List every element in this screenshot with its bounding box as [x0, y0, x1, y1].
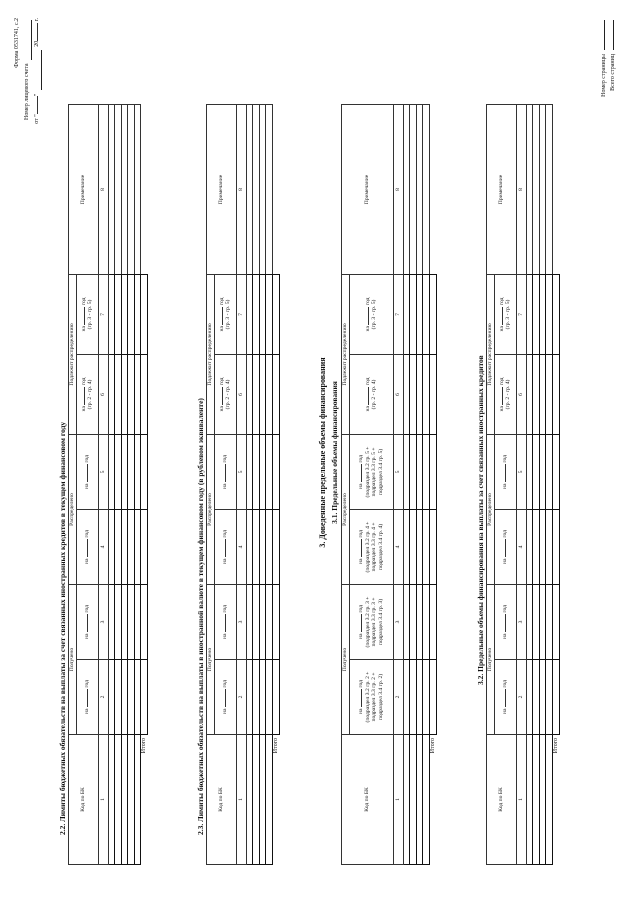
th-col7: на год (гр. 3 - гр. 5) — [76, 274, 98, 354]
th-podlezh: Подлежит распределению — [487, 274, 495, 434]
form-code: Форма 0531741, с.2 — [14, 18, 20, 68]
table-3-1 — [341, 104, 437, 865]
total-pages-field[interactable] — [613, 20, 614, 50]
col-num: 8 — [516, 104, 526, 274]
total-label: Итого — [272, 738, 279, 754]
col-num: 1 — [516, 735, 526, 865]
th-prim: Примечание — [487, 104, 517, 274]
th-col7: на год (гр. 3 - гр. 5) — [494, 274, 516, 354]
col-num: 3 — [236, 585, 246, 660]
th-raspred: Распределено — [487, 434, 495, 584]
th-podlezh: Подлежит распределению — [207, 274, 215, 434]
th-prim: Примечание — [342, 104, 394, 274]
col-num: 7 — [98, 274, 108, 354]
th-col6: на год (гр. 2 - гр. 4) — [214, 354, 236, 434]
col-num: 1 — [98, 735, 108, 865]
col-num: 5 — [98, 434, 108, 509]
th-prim: Примечание — [207, 104, 237, 274]
col-num: 7 — [516, 274, 526, 354]
th-kod-bk: Код по БК — [487, 735, 517, 865]
col-num: 6 — [98, 354, 108, 434]
th-col7: на год (гр. 3 - гр. 5) — [214, 274, 236, 354]
col-num: 3 — [516, 585, 526, 660]
total-row — [429, 104, 436, 864]
form-header — [12, 18, 42, 124]
total-label: Итого — [141, 738, 147, 754]
th-col2: на год (подраздел 3.2 гр. 2 + подраздел 3.3 гр. 2 + подраздел 3.4 гр. 2) — [349, 660, 393, 735]
section-2-3-title: 2.3. Лимиты бюджетных обязательств на выплаты в иностранной валюте в текущем финансовом году (в рублевом эквиваленте) — [196, 398, 205, 835]
th-col2: на год — [214, 660, 236, 735]
date-prefix: от " — [34, 114, 40, 124]
page-counter — [600, 20, 618, 97]
col-num: 3 — [98, 585, 108, 660]
total-label: Итого — [429, 738, 436, 754]
col-num: 5 — [516, 434, 526, 509]
col-num: 6 — [516, 354, 526, 434]
th-prim: Примечание — [69, 104, 99, 274]
th-col3: на год — [76, 585, 98, 660]
col-num: 7 — [236, 274, 246, 354]
th-col4: на год — [214, 510, 236, 585]
total-row — [272, 104, 279, 864]
date-year-field[interactable] — [37, 23, 38, 41]
th-kod-bk: Код по БК — [342, 735, 394, 865]
th-raspred: Распределено — [342, 434, 350, 584]
date-mid: " — [34, 93, 40, 97]
col-num: 1 — [393, 735, 403, 865]
col-num: 4 — [516, 510, 526, 585]
section-3-1-title: 3.1. Предельные объемы финансирования — [330, 381, 339, 524]
th-poluch: Получено — [207, 585, 215, 735]
page-number-field[interactable] — [604, 20, 605, 50]
page-number-label: Номер страницы — [601, 54, 607, 97]
col-num: 1 — [236, 735, 246, 865]
th-col5: на год — [76, 434, 98, 509]
date-day-field[interactable] — [37, 96, 38, 114]
section-3-title: 3. Доведенные предельные объемы финансирования — [318, 357, 327, 548]
col-num: 8 — [98, 104, 108, 274]
year-prefix: 20 — [34, 40, 40, 47]
col-num: 3 — [393, 585, 403, 660]
th-col3: на год — [494, 585, 516, 660]
th-podlezh: Подлежит распределению — [342, 274, 350, 434]
table-2-3 — [206, 104, 280, 865]
col-num: 2 — [516, 660, 526, 735]
th-col6: на год (гр. 2 - гр. 4) — [76, 354, 98, 434]
th-col7: на год (гр. 3 - гр. 5) — [349, 274, 393, 354]
col-num: 8 — [393, 104, 403, 274]
th-poluch: Получено — [69, 585, 77, 735]
col-num: 7 — [393, 274, 403, 354]
th-col6: на год (гр. 2 - гр. 4) — [349, 354, 393, 434]
account-label: Номер лицевого счета — [24, 63, 30, 120]
col-num: 2 — [98, 660, 108, 735]
col-num: 4 — [98, 510, 108, 585]
col-num: 4 — [393, 510, 403, 585]
th-col6: на год (гр. 2 - гр. 4) — [494, 354, 516, 434]
th-poluch: Получено — [487, 585, 495, 735]
year-suffix: г. — [34, 18, 40, 22]
th-col5: на год (подраздел 3.2 гр. 5 + подраздел 3.3 гр. 5 + подраздел 3.4 гр. 5) — [349, 434, 393, 509]
th-kod-bk: Код по БК — [69, 735, 99, 865]
total-label: Итого — [552, 738, 559, 754]
total-row — [552, 104, 559, 864]
th-col5: на год — [214, 434, 236, 509]
col-num: 2 — [236, 660, 246, 735]
date-month-field[interactable] — [41, 50, 42, 90]
col-num: 5 — [393, 434, 403, 509]
th-col4: на год — [494, 510, 516, 585]
total-pages-label: Всего страниц — [610, 54, 616, 91]
th-poluch: Получено — [342, 585, 350, 735]
th-raspred: Распределено — [207, 434, 215, 584]
section-3-2-title: 3.2. Предельные объемы финансирования на выплаты за счет связанных иностранных кредитов — [476, 355, 485, 685]
col-num: 5 — [236, 434, 246, 509]
col-num: 6 — [236, 354, 246, 434]
th-col4: на год — [76, 510, 98, 585]
table-2-2 — [68, 104, 148, 865]
th-col2: на год — [494, 660, 516, 735]
th-col2: на год — [76, 660, 98, 735]
total-row — [141, 104, 148, 864]
col-num: 6 — [393, 354, 403, 434]
th-kod-bk: Код по БК — [207, 735, 237, 865]
section-2-2-title: 2.2. Лимиты бюджетных обязательств на выплаты за счет связанных иностранных кредитов в текущем финансовом году — [58, 421, 67, 835]
th-col4: на год (подраздел 3.2 гр. 4 + подраздел 3.3 гр. 4 + подраздел 3.4 гр. 4) — [349, 510, 393, 585]
th-raspred: Распределено — [69, 434, 77, 584]
col-num: 8 — [236, 104, 246, 274]
col-num: 4 — [236, 510, 246, 585]
th-podlezh: Подлежит распределению — [69, 274, 77, 434]
th-col3: на год (подраздел 3.2 гр. 3 + подраздел 3.3 гр. 3 + подраздел 3.4 гр. 3) — [349, 585, 393, 660]
col-num: 2 — [393, 660, 403, 735]
table-3-2 — [486, 104, 560, 865]
th-col5: на год — [494, 434, 516, 509]
th-col3: на год — [214, 585, 236, 660]
